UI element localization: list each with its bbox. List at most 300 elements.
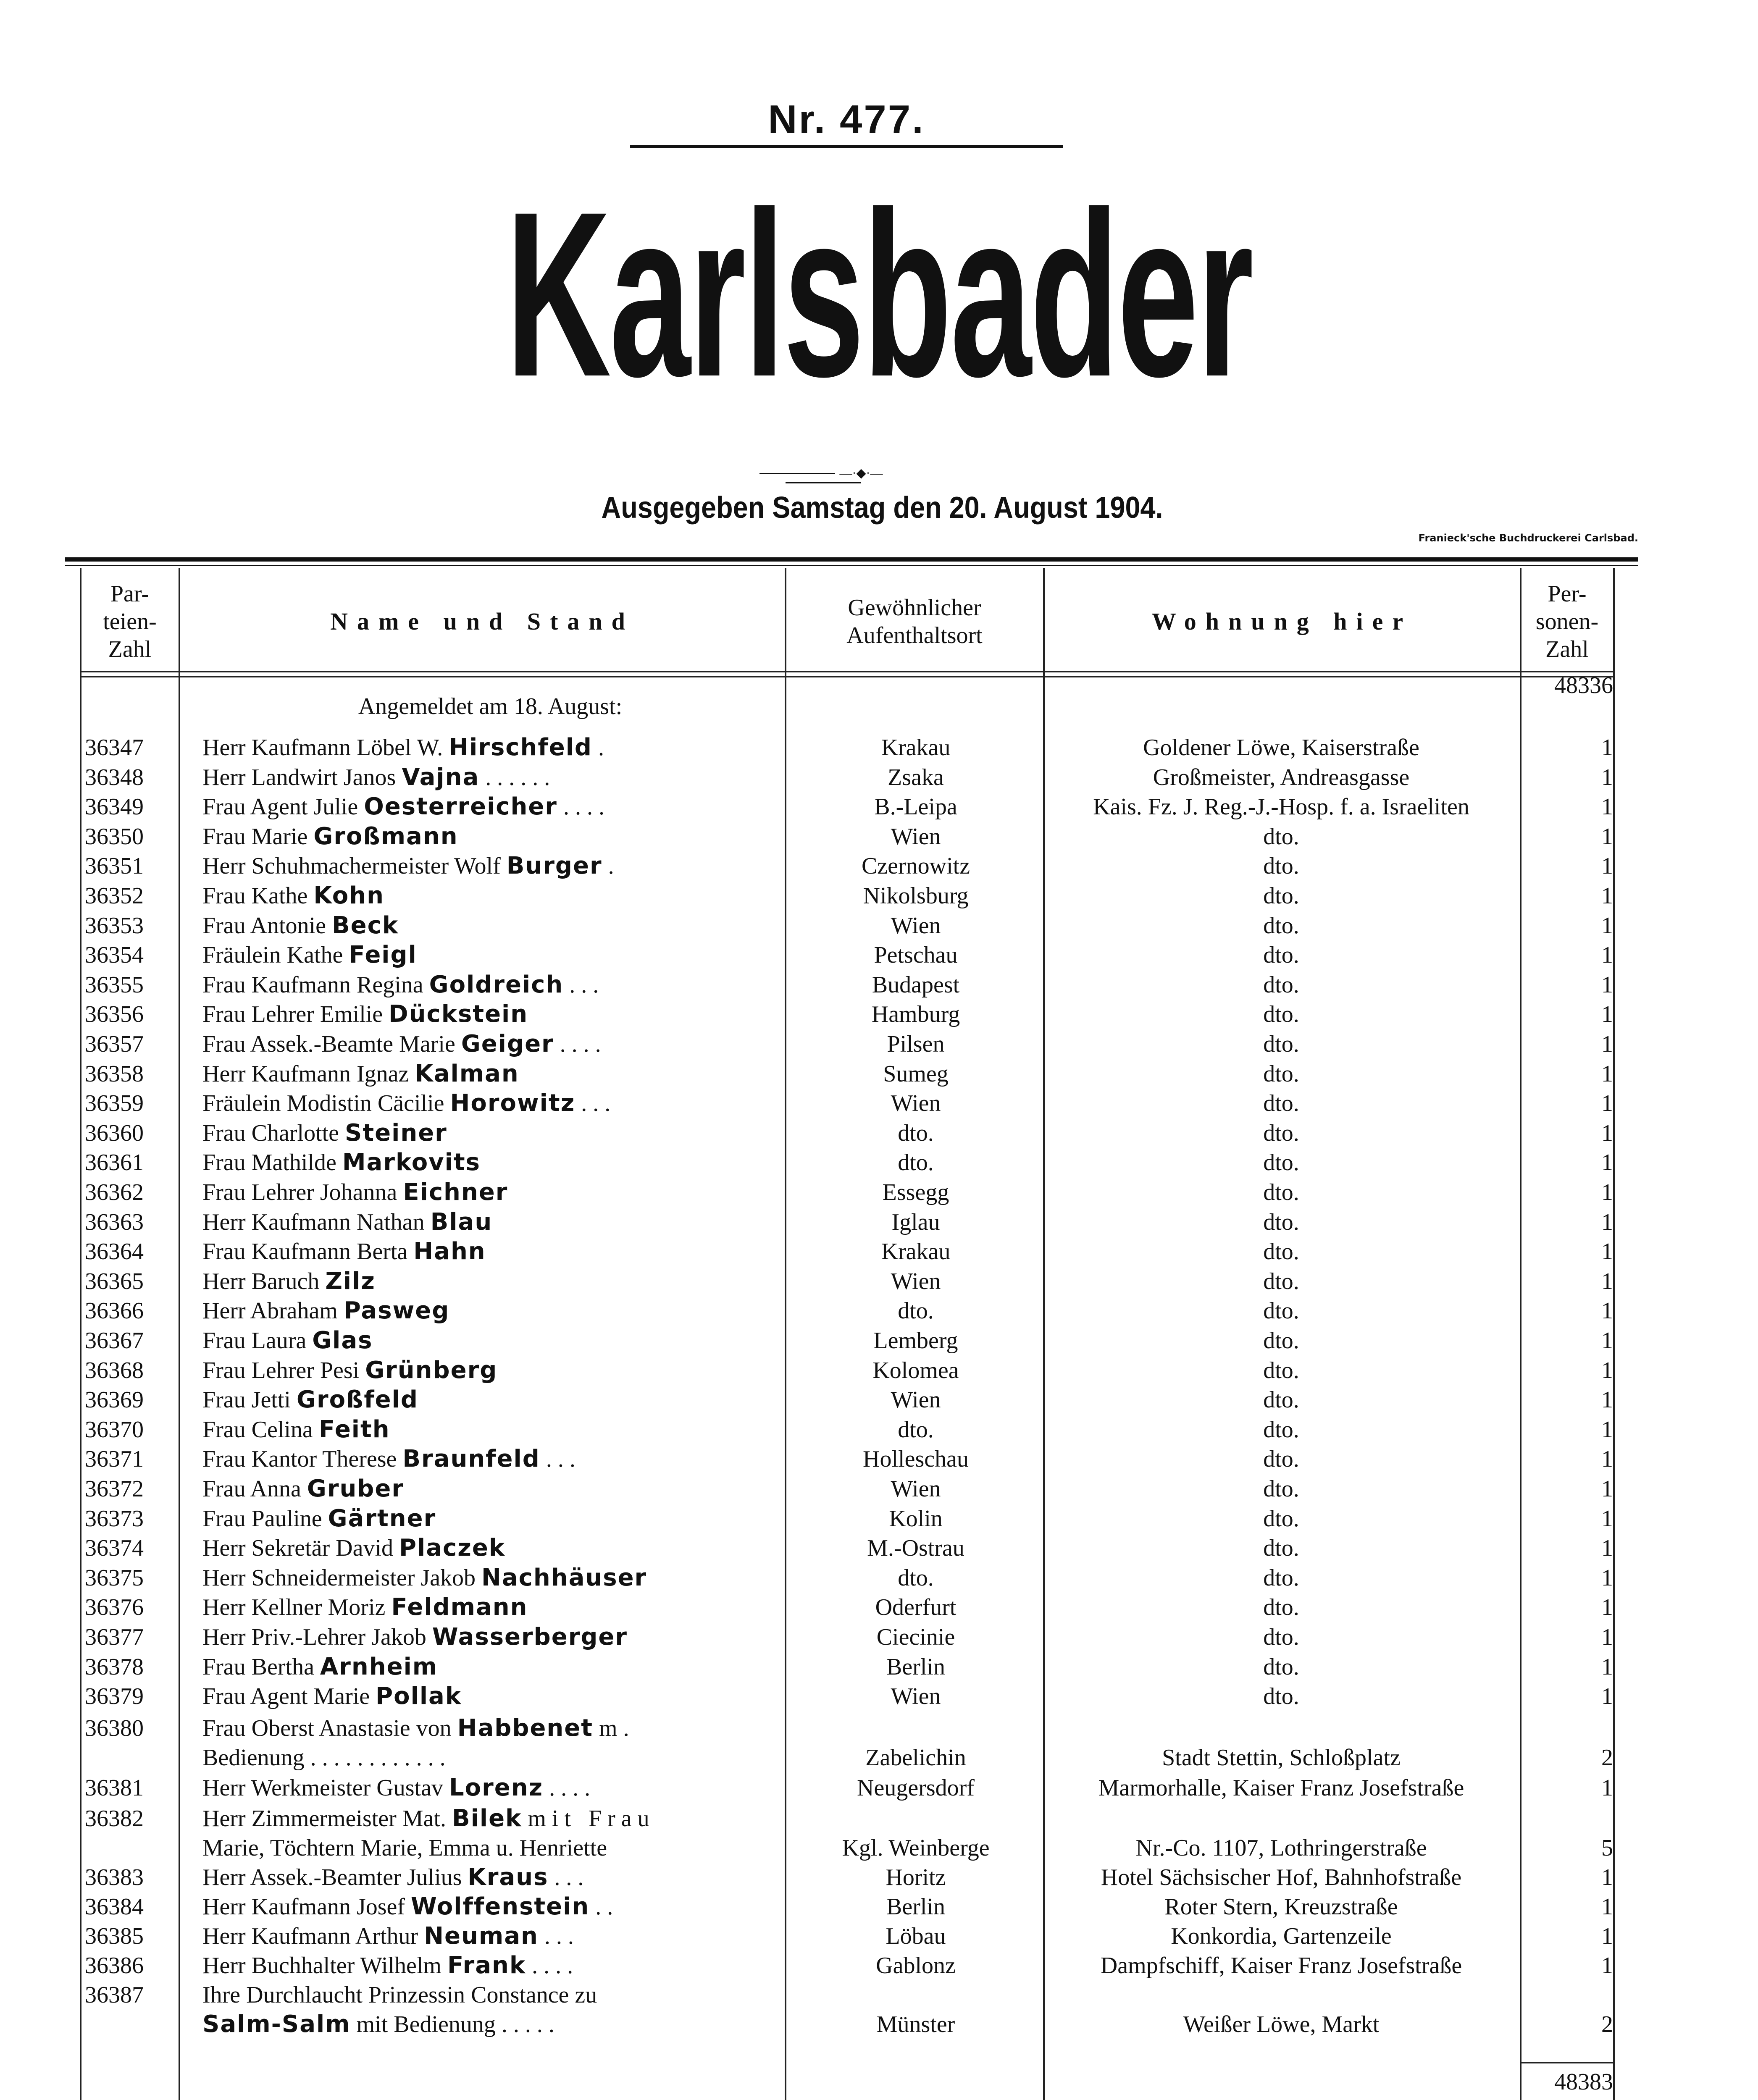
persons-count: 1 bbox=[1601, 942, 1613, 969]
party-number: 36376 bbox=[85, 1594, 144, 1621]
party-number: 36355 bbox=[85, 971, 144, 998]
guest-title: Herr Priv.-Lehrer Jakob bbox=[202, 1624, 426, 1650]
home-town: Hamburg bbox=[871, 1001, 960, 1028]
party-number: 36359 bbox=[85, 1090, 144, 1117]
table-row bbox=[0, 1178, 1758, 1207]
table-row bbox=[0, 1980, 1758, 2039]
home-town: Wien bbox=[891, 912, 941, 939]
name-line-1 bbox=[202, 1892, 778, 1922]
party-number: 36352 bbox=[85, 883, 144, 909]
guest-title: Frau Kaufmann Regina bbox=[202, 971, 423, 998]
persons-count: 2 bbox=[1601, 2011, 1613, 2037]
guest-title: Frau Oberst Anastasie von bbox=[202, 1715, 452, 1741]
lodging: dto. bbox=[1263, 1387, 1299, 1413]
table-row bbox=[0, 1804, 1758, 1863]
guest-name bbox=[202, 1622, 778, 1652]
guest-surname: Neuman bbox=[424, 1922, 539, 1950]
persons-count: 1 bbox=[1601, 1031, 1613, 1057]
lodging: dto. bbox=[1263, 971, 1299, 998]
table-row bbox=[0, 940, 1758, 970]
top-rule-thin bbox=[65, 565, 1638, 566]
guest-surname: Lorenz bbox=[449, 1774, 544, 1801]
lodging: Großmeister, Andreasgasse bbox=[1153, 764, 1410, 790]
home-town: Czernowitz bbox=[861, 853, 970, 879]
table-row bbox=[0, 1504, 1758, 1533]
lodging: dto. bbox=[1263, 1031, 1299, 1057]
guest-surname: Eichner bbox=[403, 1179, 508, 1206]
lodging: dto. bbox=[1263, 1120, 1299, 1146]
guest-name bbox=[202, 1922, 778, 1951]
home-town: Wien bbox=[891, 1387, 941, 1413]
persons-count: 1 bbox=[1601, 1953, 1613, 1979]
guest-surname: Kohn bbox=[313, 882, 384, 909]
home-town: Holleschau bbox=[863, 1446, 969, 1473]
party-number: 36369 bbox=[85, 1387, 144, 1413]
guest-name bbox=[202, 881, 778, 911]
guest-title: Frau Celina bbox=[202, 1416, 313, 1443]
table-row bbox=[0, 1296, 1758, 1326]
leader-dots: .... bbox=[563, 794, 610, 820]
home-town: Wien bbox=[891, 1268, 941, 1294]
guest-surname: Großfeld bbox=[296, 1386, 418, 1414]
party-number: 36348 bbox=[85, 764, 144, 790]
guest-surname: Steiner bbox=[345, 1119, 447, 1147]
guest-surname: Kalman bbox=[415, 1060, 519, 1087]
party-number: 36364 bbox=[85, 1239, 144, 1265]
party-number: 36351 bbox=[85, 853, 144, 879]
party-number: 36381 bbox=[85, 1775, 144, 1801]
party-number: 36353 bbox=[85, 912, 144, 939]
persons-count: 1 bbox=[1601, 1446, 1613, 1473]
issue-number: Nr. 477. bbox=[768, 97, 925, 142]
home-town: Zsaka bbox=[888, 764, 944, 790]
name-line-1 bbox=[202, 1980, 778, 2010]
table-row bbox=[0, 1652, 1758, 1682]
guest-surname: Oesterreicher bbox=[364, 793, 557, 821]
persons-count: 1 bbox=[1601, 1150, 1613, 1176]
guest-name bbox=[202, 1208, 778, 1237]
table-row bbox=[0, 1356, 1758, 1385]
guest-name bbox=[202, 1533, 778, 1563]
guest-surname: Arnheim bbox=[320, 1653, 438, 1680]
guest-name bbox=[202, 1237, 778, 1266]
lodging: dto. bbox=[1263, 912, 1299, 939]
home-town: Nikolsburg bbox=[863, 883, 969, 909]
guest-name bbox=[202, 822, 778, 851]
persons-count: 1 bbox=[1601, 1120, 1613, 1146]
party-number: 36365 bbox=[85, 1268, 144, 1294]
guest-title: Frau Laura bbox=[202, 1328, 307, 1354]
guest-surname: Braunfeld bbox=[402, 1445, 540, 1473]
home-town: Wien bbox=[891, 1476, 941, 1502]
guest-surname: Zilz bbox=[325, 1267, 376, 1295]
table-row bbox=[0, 1593, 1758, 1622]
guest-title: Frau Kathe bbox=[202, 883, 308, 909]
party-number: 36382 bbox=[85, 1806, 144, 1832]
guest-name bbox=[202, 1148, 778, 1177]
home-town: Oderfurt bbox=[875, 1594, 957, 1621]
guest-name bbox=[202, 1682, 778, 1711]
home-town: Neugersdorf bbox=[857, 1775, 975, 1801]
home-town: dto. bbox=[898, 1416, 934, 1443]
guest-surname: Grünberg bbox=[365, 1356, 498, 1384]
carry-over-total: 48336 bbox=[1554, 672, 1613, 698]
party-number: 36368 bbox=[85, 1357, 144, 1383]
lodging: Nr.-Co. 1107, Lothringerstraße bbox=[1135, 1835, 1427, 1861]
lodging: Roter Stern, Kreuzstraße bbox=[1164, 1894, 1398, 1920]
party-number: 36356 bbox=[85, 1001, 144, 1028]
guest-name bbox=[202, 1415, 778, 1444]
party-number: 36380 bbox=[85, 1715, 144, 1741]
table-row bbox=[0, 1385, 1758, 1415]
persons-count: 1 bbox=[1601, 1683, 1613, 1710]
guest-name bbox=[202, 1089, 778, 1118]
lodging: Weißer Löwe, Markt bbox=[1183, 2011, 1380, 2037]
party-number: 36358 bbox=[85, 1060, 144, 1087]
home-town: Budapest bbox=[872, 971, 960, 998]
home-town: dto. bbox=[898, 1564, 934, 1591]
col-header-lodging: Wohnung hier bbox=[1151, 608, 1413, 635]
guest-title: Frau Antonie bbox=[202, 912, 326, 939]
persons-count: 1 bbox=[1601, 1090, 1613, 1117]
persons-count: 1 bbox=[1601, 1268, 1613, 1294]
table-row bbox=[0, 1682, 1758, 1711]
guest-surname: Hahn bbox=[413, 1238, 486, 1265]
table-row bbox=[0, 1208, 1758, 1237]
guest-surname: Feldmann bbox=[391, 1593, 528, 1621]
home-town: Cieciniе bbox=[876, 1624, 955, 1650]
leader-dots: m. bbox=[599, 1715, 635, 1741]
persons-count: 1 bbox=[1601, 912, 1613, 939]
guest-name bbox=[202, 1178, 778, 1207]
guest-surname: Nachhäuser bbox=[481, 1564, 647, 1591]
guest-title: Herr Kaufmann Josef bbox=[202, 1894, 405, 1920]
lodging: dto. bbox=[1263, 823, 1299, 850]
home-town: Krakau bbox=[881, 1239, 951, 1265]
leader-dots: ... bbox=[546, 1446, 581, 1473]
party-number: 36362 bbox=[85, 1179, 144, 1205]
persons-count: 1 bbox=[1601, 1060, 1613, 1087]
guest-name bbox=[202, 851, 778, 881]
persons-count: 1 bbox=[1601, 853, 1613, 879]
guest-title: Frau Marie bbox=[202, 823, 308, 850]
persons-count: 2 bbox=[1601, 1745, 1613, 1771]
guest-surname: Beck bbox=[331, 911, 399, 939]
party-number: 36375 bbox=[85, 1564, 144, 1591]
home-town: Lemberg bbox=[873, 1328, 958, 1354]
guest-title: Frau Agent Marie bbox=[202, 1683, 370, 1710]
party-number: 36386 bbox=[85, 1953, 144, 1979]
home-town: Petschau bbox=[874, 942, 958, 969]
lodging: dto. bbox=[1263, 1268, 1299, 1294]
guest-title: Frau Kantor Therese bbox=[202, 1446, 397, 1473]
lodging: dto. bbox=[1263, 1090, 1299, 1117]
leader-dots: ...... bbox=[485, 764, 556, 790]
table-row bbox=[0, 1444, 1758, 1474]
party-number: 36367 bbox=[85, 1328, 144, 1354]
ornament-glyph: —·◆·— bbox=[839, 466, 883, 480]
home-town: Münster bbox=[876, 2011, 955, 2037]
persons-count: 1 bbox=[1601, 1505, 1613, 1532]
lodging: dto. bbox=[1263, 1298, 1299, 1324]
name-line-1 bbox=[202, 1922, 778, 1951]
home-town: Wien bbox=[891, 1683, 941, 1710]
guest-surname: Feigl bbox=[349, 941, 417, 969]
lodging: dto. bbox=[1263, 1239, 1299, 1265]
guest-name bbox=[202, 1863, 778, 1892]
guest-name bbox=[202, 1804, 778, 1863]
party-number: 36370 bbox=[85, 1416, 144, 1443]
guest-name bbox=[202, 1385, 778, 1415]
guest-surname: Blau bbox=[430, 1208, 493, 1236]
name-line-2 bbox=[202, 2010, 778, 2039]
table-row bbox=[0, 1773, 1758, 1803]
lodging: Goldener Löwe, Kaiserstraße bbox=[1143, 735, 1419, 761]
lodging: dto. bbox=[1263, 1624, 1299, 1650]
guest-surname: Kraus bbox=[468, 1864, 549, 1891]
leader-dots: ... bbox=[544, 1923, 580, 1949]
guest-title: Herr Sekretär David bbox=[202, 1535, 394, 1562]
home-town: Zabelichin bbox=[865, 1745, 966, 1771]
guest-title: Frau Anna bbox=[202, 1476, 301, 1502]
guest-surname: Goldreich bbox=[429, 971, 564, 998]
lodging: dto. bbox=[1263, 1416, 1299, 1443]
party-number: 36360 bbox=[85, 1120, 144, 1146]
guest-name bbox=[202, 1000, 778, 1029]
persons-count: 1 bbox=[1601, 1416, 1613, 1443]
home-town: dto. bbox=[898, 1298, 934, 1324]
home-town: Horitz bbox=[886, 1864, 946, 1890]
guest-surname: Feith bbox=[318, 1415, 390, 1443]
persons-count: 1 bbox=[1601, 1775, 1613, 1801]
persons-count: 1 bbox=[1601, 1654, 1613, 1680]
guest-surname: Pollak bbox=[376, 1683, 462, 1710]
guest-title: Herr Baruch bbox=[202, 1268, 320, 1294]
home-town: Gablonz bbox=[876, 1953, 956, 1979]
guest-name bbox=[202, 940, 778, 970]
guest-title: Frau Mathilde bbox=[202, 1150, 336, 1176]
table-row bbox=[0, 1118, 1758, 1148]
lodging: dto. bbox=[1263, 942, 1299, 969]
table-row bbox=[0, 1267, 1758, 1296]
persons-count: 1 bbox=[1601, 1209, 1613, 1235]
table-row bbox=[0, 1563, 1758, 1593]
guest-name bbox=[202, 1563, 778, 1593]
guest-title: Herr Landwirt Janos bbox=[202, 764, 396, 790]
persons-count: 1 bbox=[1601, 1894, 1613, 1920]
guest-name bbox=[202, 1267, 778, 1296]
guest-title: Herr Kaufmann Löbel W. bbox=[202, 735, 443, 761]
lodging: dto. bbox=[1263, 1357, 1299, 1383]
persons-count: 1 bbox=[1601, 1239, 1613, 1265]
guest-title-cont: Bedienung . . . . . . . . . . . . bbox=[202, 1745, 446, 1771]
party-number: 36372 bbox=[85, 1476, 144, 1502]
guest-title: Herr Kaufmann Arthur bbox=[202, 1923, 418, 1949]
guest-title: Frau Kaufmann Berta bbox=[202, 1239, 408, 1265]
party-number: 36383 bbox=[85, 1864, 144, 1890]
name-line-1 bbox=[202, 1773, 778, 1803]
guest-surname: Frank bbox=[447, 1952, 526, 1979]
table-row bbox=[0, 1714, 1758, 1772]
lodging: dto. bbox=[1263, 1001, 1299, 1028]
guest-title: Herr Kellner Moriz bbox=[202, 1594, 386, 1621]
guest-surname: Wasserberger bbox=[432, 1623, 628, 1651]
table-row bbox=[0, 1148, 1758, 1177]
party-number: 36354 bbox=[85, 942, 144, 969]
total-rule bbox=[1521, 2062, 1615, 2063]
lodging: Konkordia, Gartenzeile bbox=[1171, 1923, 1392, 1949]
lodging: dto. bbox=[1263, 1505, 1299, 1532]
guest-name bbox=[202, 1029, 778, 1059]
guest-name bbox=[202, 1118, 778, 1148]
guest-title: Frau Agent Julie bbox=[202, 794, 358, 820]
lodging: Marmorhalle, Kaiser Franz Josefstraße bbox=[1098, 1775, 1464, 1801]
issue-date-line: Ausgegeben Samstag den 20. August 1904. bbox=[601, 491, 1163, 525]
guest-name bbox=[202, 733, 778, 762]
header-rule-2 bbox=[80, 676, 1615, 677]
guest-surname: Bilek bbox=[452, 1805, 522, 1832]
leader-dots: .... bbox=[549, 1775, 597, 1801]
table-row bbox=[0, 970, 1758, 1000]
home-town: M.-Ostrau bbox=[867, 1535, 964, 1562]
guest-name bbox=[202, 1504, 778, 1533]
guest-surname: Placzek bbox=[399, 1534, 506, 1562]
guest-name bbox=[202, 792, 778, 822]
party-number: 36384 bbox=[85, 1894, 144, 1920]
guest-name bbox=[202, 970, 778, 1000]
persons-count: 1 bbox=[1601, 794, 1613, 820]
table-row bbox=[0, 1089, 1758, 1118]
lodging: dto. bbox=[1263, 883, 1299, 909]
party-number: 36378 bbox=[85, 1654, 144, 1680]
table-row bbox=[0, 1622, 1758, 1652]
leader-dots: ... bbox=[554, 1864, 590, 1890]
guest-surname: Wolffenstein bbox=[411, 1893, 590, 1920]
persons-count: 1 bbox=[1601, 1357, 1613, 1383]
home-town: Kgl. Weinberge bbox=[842, 1835, 990, 1861]
guest-title: Frau Pauline bbox=[202, 1505, 322, 1532]
lodging: dto. bbox=[1263, 1535, 1299, 1562]
table-row bbox=[0, 1951, 1758, 1980]
guest-surname: Horowitz bbox=[450, 1089, 575, 1117]
home-town: Iglau bbox=[891, 1209, 940, 1235]
masthead-title: Karlsbader bbox=[506, 163, 1252, 425]
guest-surname: Vajna bbox=[402, 763, 480, 791]
col-header-name: Name und Stand bbox=[330, 608, 634, 635]
guest-title: Herr Kaufmann Ignaz bbox=[202, 1060, 409, 1087]
guest-name bbox=[202, 1714, 778, 1772]
persons-count: 1 bbox=[1601, 735, 1613, 761]
guest-title: Herr Schuhmachermeister Wolf bbox=[202, 853, 501, 879]
table-row bbox=[0, 1474, 1758, 1504]
guest-name bbox=[202, 1773, 778, 1803]
guest-surname: Pasweg bbox=[343, 1297, 450, 1325]
leader-dots: mit Frau bbox=[528, 1806, 655, 1832]
name-line-1 bbox=[202, 1863, 778, 1892]
party-number: 36374 bbox=[85, 1535, 144, 1562]
col-header-party-number: Par- teien- Zahl bbox=[103, 581, 157, 662]
home-town: dto. bbox=[898, 1150, 934, 1176]
guest-name bbox=[202, 1892, 778, 1922]
guest-name bbox=[202, 1652, 778, 1682]
guest-name bbox=[202, 1356, 778, 1385]
home-town: Sumeg bbox=[883, 1060, 949, 1087]
persons-count: 1 bbox=[1601, 1387, 1613, 1413]
lodging: dto. bbox=[1263, 1060, 1299, 1087]
home-town: Berlin bbox=[886, 1654, 945, 1680]
guest-title-cont: mit Bedienung . . . . . bbox=[356, 2011, 554, 2037]
guest-name bbox=[202, 1980, 778, 2039]
leader-dots: . bbox=[608, 853, 620, 879]
table-row bbox=[0, 881, 1758, 911]
lodging: dto. bbox=[1263, 1209, 1299, 1235]
guest-name bbox=[202, 1444, 778, 1474]
guest-title: Herr Buchhalter Wilhelm bbox=[202, 1953, 441, 1979]
guest-title-cont: Marie, Töchtern Marie, Emma u. Henriette bbox=[202, 1835, 607, 1861]
guest-title: Ihre Durchlaucht Prinzessin Constance zu bbox=[202, 1982, 597, 2008]
table-row bbox=[0, 1533, 1758, 1563]
persons-count: 1 bbox=[1601, 1535, 1613, 1562]
guest-surname: Markovits bbox=[342, 1149, 481, 1176]
persons-count: 1 bbox=[1601, 1476, 1613, 1502]
lodging: dto. bbox=[1263, 853, 1299, 879]
persons-count: 1 bbox=[1601, 1624, 1613, 1650]
lodging: dto. bbox=[1263, 1683, 1299, 1710]
lodging: dto. bbox=[1263, 1476, 1299, 1502]
guest-name bbox=[202, 1059, 778, 1089]
table-row bbox=[0, 792, 1758, 822]
guest-title: Herr Abraham bbox=[202, 1298, 338, 1324]
name-line-1 bbox=[202, 1714, 778, 1743]
col-header-residence: Gewöhnlicher Aufenthaltsort bbox=[846, 595, 983, 648]
guest-surname: Hirschfeld bbox=[449, 734, 592, 761]
guest-title: Frau Assek.-Beamte Marie bbox=[202, 1031, 455, 1057]
guest-title: Frau Bertha bbox=[202, 1654, 314, 1680]
table-row bbox=[0, 1922, 1758, 1951]
guest-name bbox=[202, 1296, 778, 1326]
persons-count: 1 bbox=[1601, 1179, 1613, 1205]
lodging: dto. bbox=[1263, 1564, 1299, 1591]
home-town: Kolin bbox=[889, 1505, 943, 1532]
guest-title: Frau Lehrer Emilie bbox=[202, 1001, 383, 1028]
guest-name bbox=[202, 1474, 778, 1504]
home-town: Wien bbox=[891, 823, 941, 850]
leader-dots: .. bbox=[595, 1894, 619, 1920]
lodging: Hotel Sächsischer Hof, Bahnhofstraße bbox=[1101, 1864, 1462, 1890]
guest-surname: Salm-Salm bbox=[202, 2011, 351, 2038]
persons-count: 1 bbox=[1601, 1328, 1613, 1354]
persons-count: 1 bbox=[1601, 1594, 1613, 1621]
table-row bbox=[0, 1029, 1758, 1059]
lodging: dto. bbox=[1263, 1446, 1299, 1473]
persons-count: 1 bbox=[1601, 823, 1613, 850]
guest-name bbox=[202, 1593, 778, 1622]
party-number: 36357 bbox=[85, 1031, 144, 1057]
section-title: Angemeldet am 18. August: bbox=[358, 693, 623, 719]
top-rule-thick bbox=[65, 557, 1638, 562]
leader-dots: . bbox=[598, 735, 610, 761]
party-number: 36350 bbox=[85, 823, 144, 850]
guest-surname: Großmann bbox=[313, 822, 458, 850]
guest-title: Herr Werkmeister Gustav bbox=[202, 1775, 443, 1801]
lodging: Stadt Stettin, Schloßplatz bbox=[1162, 1745, 1401, 1771]
printer-credit: Franieck'sche Buchdruckerei Carlsbad. bbox=[1418, 532, 1638, 544]
name-line-2 bbox=[202, 1743, 778, 1772]
leader-dots: ... bbox=[569, 971, 605, 998]
col-header-persons: Per- sonen- Zahl bbox=[1535, 581, 1599, 662]
guest-name bbox=[202, 1326, 778, 1355]
name-line-2 bbox=[202, 1833, 778, 1863]
